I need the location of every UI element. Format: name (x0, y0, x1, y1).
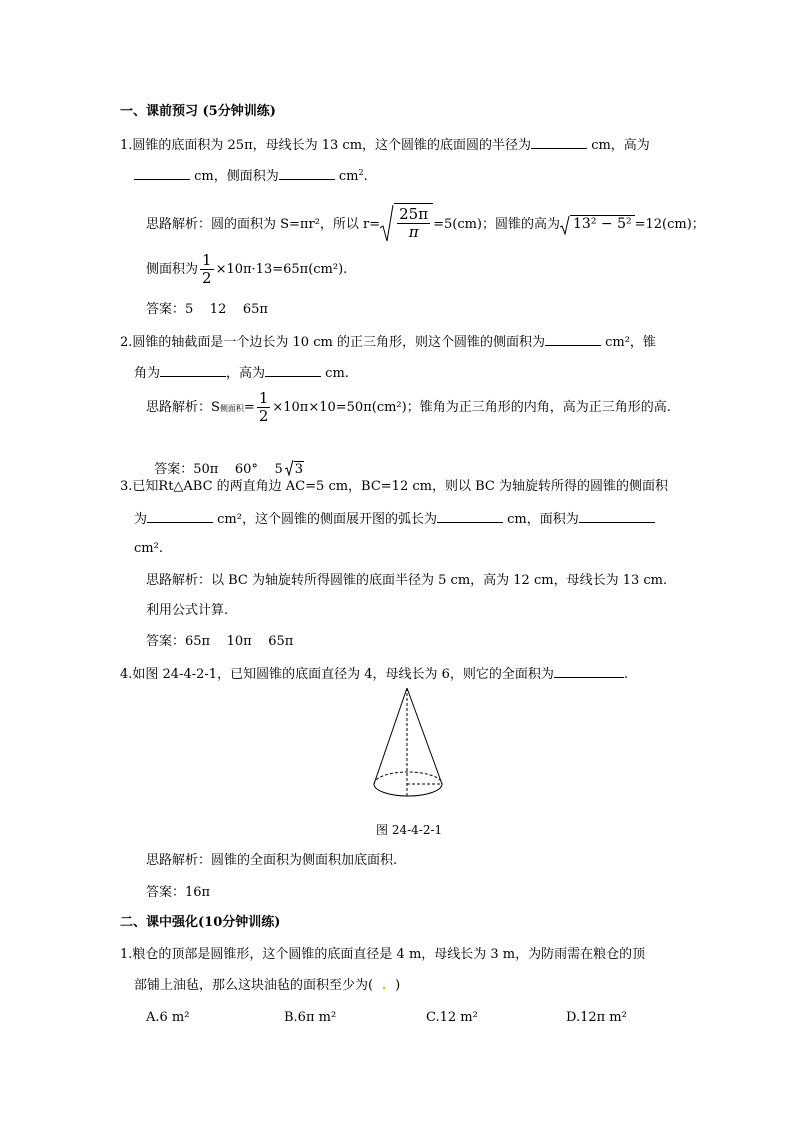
q2-sol-text-c: ×10π×10=50π(cm²)；锥角为正三角形的内角，高为正三角形的高. (272, 400, 671, 415)
answer-placeholder-dot: . (381, 978, 387, 993)
question-2-line-2 (134, 364, 349, 382)
q1-sol-text-c: =12(cm)； (634, 217, 705, 232)
q1-blank-lateral (279, 167, 335, 180)
figure-caption: 图 24-4-2-1 (376, 823, 443, 837)
choice-a: A.6 m² (146, 1010, 190, 1025)
q3-solution-line-2: 利用公式计算. (146, 603, 229, 618)
q1-text-b: cm，高为 (591, 138, 650, 153)
q2-text-d: ，高为 (226, 366, 266, 381)
q1-sqrt-content: 13² − 5² (570, 215, 635, 232)
q2-half-den: 2 (258, 407, 269, 425)
q2-sol-subscript: 侧面积 (219, 404, 244, 413)
q4-solution: 思路解析：圆锥的全面积为侧面积加底面积. (146, 853, 398, 868)
q1-unit: cm (338, 169, 359, 184)
question-4-line-1 (120, 665, 628, 683)
q3-blank-arc (437, 510, 503, 523)
q1-unit-sup: 2 (358, 168, 364, 177)
section2-question-1-line-2 (134, 978, 400, 994)
q2-answer (146, 443, 304, 478)
q4-text-a: 4.如图 24-4-2-1，已知圆锥的底面直径为 4，母线长为 6，则它的全面积为 (120, 667, 554, 682)
q1-sol2-text-a: 侧面积为 (146, 262, 199, 277)
q3-blank-lateral (147, 510, 213, 523)
q1-sqrt-height (560, 204, 635, 245)
radical-sign-icon (380, 204, 394, 244)
question-2-line-1 (120, 333, 656, 351)
section-title-class: 二、课中强化(10分钟训练) (120, 915, 281, 930)
q1-half-fraction (200, 252, 214, 287)
q2-text-c: 角为 (134, 366, 161, 381)
q3-text-c: cm，面积为 (507, 512, 579, 527)
radical-sign-icon (285, 459, 294, 476)
q2-text-a: 2.圆锥的轴截面是一个边长为 10 cm 的正三角形，则这个圆锥的侧面积为 (120, 335, 545, 350)
q4-answer: 答案：16π (146, 885, 211, 900)
q1-frac-den: π (408, 223, 419, 242)
q1-text-a: 1.圆锥的底面积为 25π，母线长为 13 cm，这个圆锥的底面圆的半径为 (120, 138, 532, 153)
q2-solution (146, 390, 671, 427)
choice-b: B.6π m² (284, 1010, 337, 1025)
q1-sol2-text-b: ×10π·13=65π(cm²). (215, 262, 348, 277)
question-1-line-2 (134, 167, 368, 185)
q2-answer-text: 答案：50π 60° 5 (154, 462, 283, 477)
radical-sign-icon (560, 215, 570, 235)
q1-solution-line-1 (146, 204, 705, 245)
q3-text-a: 为 (134, 512, 148, 527)
q1-half-num: 1 (202, 251, 212, 269)
question-3-line-3: cm². (134, 541, 163, 556)
q1-sol-text-b: =5(cm)；圆锥的高为 (433, 217, 561, 232)
q1-answer: 答案：5 12 65π (146, 302, 268, 317)
question-1-line-1 (120, 136, 650, 154)
q3-solution-line-1: 思路解析：以 BC 为轴旋转所得圆锥的底面半径为 5 cm，高为 12 cm，母线长为 13 cm. (146, 573, 668, 588)
q2-blank-lateral (545, 333, 601, 346)
q1-sol-text-a: 思路解析：圆的面积为 S=πr²，所以 r= (146, 217, 381, 232)
choice-c: C.12 m² (426, 1010, 478, 1025)
q1-frac-num: 25π (399, 205, 429, 224)
q2-half-fraction (257, 390, 271, 425)
question-3-line-2 (134, 510, 655, 528)
q1-half-den: 2 (202, 269, 212, 287)
cone-figure (368, 684, 448, 812)
q2-text-b: cm²，锥 (605, 335, 656, 350)
q1-solution-line-2 (146, 252, 347, 288)
q2-sol-text-b: = (243, 400, 255, 415)
q2-text-e: cm. (325, 366, 349, 381)
section2-question-1-line-1: 1.粮仓的顶部是圆锥形，这个圆锥的底面直径是 4 m，母线长为 3 m，为防雨需在粮仓的顶 (120, 947, 646, 962)
q3-blank-area (579, 510, 655, 523)
q2-half-num: 1 (258, 389, 269, 407)
q3-text-b: cm²，这个圆锥的侧面展开图的弧长为 (217, 512, 437, 527)
question-3-line-1: 3.已知Rt△ABC 的两直角边 AC=5 cm，BC=12 cm，则以 BC 为轴旋转所得的圆锥的侧面积 (120, 479, 668, 494)
q1-sqrt-fraction (380, 204, 433, 245)
q2-blank-angle (160, 364, 226, 377)
q1-blank-height (134, 167, 190, 180)
q2-blank-height (265, 364, 321, 377)
q1-blank-radius (531, 136, 587, 149)
q1-text-c: cm，侧面积为 (194, 169, 279, 184)
q2-sol-text-a: 思路解析：S (146, 400, 220, 415)
q4-blank-total-area (554, 665, 624, 678)
q4-text-b: . (623, 667, 629, 682)
q2-answer-sqrt: 3 (294, 462, 304, 477)
s2q1-text-a: 部铺上油毡，那么这块油毡的面积至少为( (134, 978, 374, 993)
q1-end: . (363, 169, 368, 184)
s2q1-text-b: ) (395, 978, 401, 993)
section-title-preview: 一、课前预习 (5分钟训练) (120, 104, 276, 119)
choice-d: D.12π m² (566, 1010, 627, 1025)
q3-answer: 答案：65π 10π 65π (146, 634, 294, 649)
